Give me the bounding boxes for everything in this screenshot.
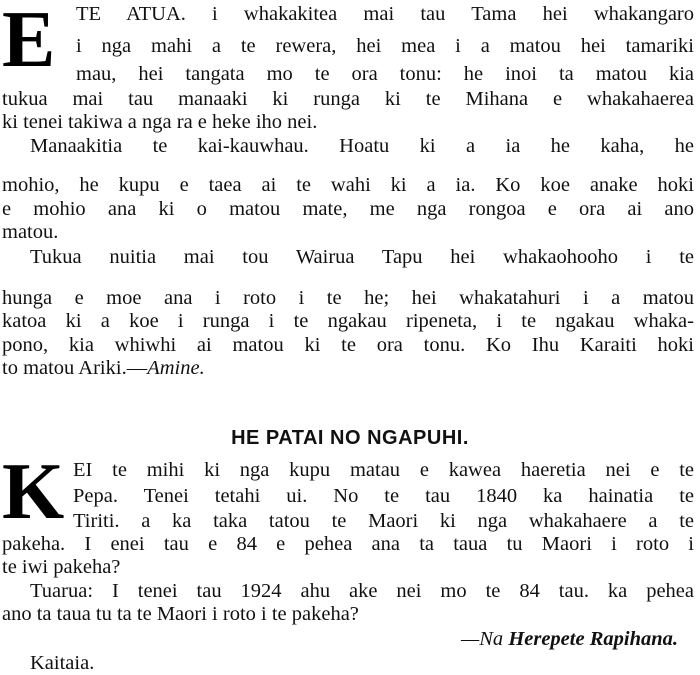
article-line: pakeha. I enei tau e 84 e pehea ana ta taua tu Maori i roto i xyxy=(2,533,694,555)
prayer-line: i nga mahi a te rewera, hei mea i a matou hei tamariki xyxy=(76,35,694,57)
signature-name: Herepete Rapihana. xyxy=(508,628,678,650)
signature xyxy=(461,627,678,651)
prayer-closing xyxy=(2,356,694,380)
prayer-line: tukua mai tau manaaki ki runga ki te Mihana e whakahaerea xyxy=(2,88,694,110)
prayer-line: Manaakitia te kai-kauwhau. Hoatu ki a ia he kaha, he xyxy=(30,135,694,157)
article-line: Tiriti. a ka taka tatou te Maori ki nga whakahaere a te xyxy=(73,510,694,532)
prayer-line: Tukua nuitia mai tou Wairua Tapu hei whakaohooho i te xyxy=(30,246,694,268)
prayer-line: e mohio ana ki o matou mate, me nga rongoa e ora ai ano xyxy=(2,198,694,220)
prayer-line: to matou Ariki.— xyxy=(2,357,148,379)
place-name: Kaitaia. xyxy=(30,652,95,674)
article-line: te iwi pakeha? xyxy=(2,556,121,578)
article-line: Pepa. Tenei tetahi ui. No te tau 1840 ka hainatia te xyxy=(73,485,694,507)
article-line: Tuarua: I tenei tau 1924 ahu ake nei mo te 84 tau. ka pehea xyxy=(30,580,694,602)
prayer-line: matou. xyxy=(2,221,59,243)
prayer-line: hunga e moe ana i roto i te he; hei whakatahuri i a matou xyxy=(2,287,694,309)
article-line: EI te mihi ki nga kupu matau e kawea haeretia nei e te xyxy=(73,459,694,481)
prayer-line: katoa ki a koe i runga i te ngakau ripeneta, i te ngakau whaka- xyxy=(2,310,694,332)
prayer-dropcap: E xyxy=(2,0,56,84)
prayer-line: ki tenei takiwa a nga ra e heke iho nei. xyxy=(2,111,318,133)
prayer-line: pono, kia whiwhi ai matou ki te ora tonu. Ko Ihu Karaiti hoki xyxy=(2,334,694,356)
prayer-line: mohio, he kupu e taea ai te wahi ki a ia. Ko koe anake hoki xyxy=(2,174,694,196)
signature-prefix: —Na xyxy=(461,628,509,650)
article-line: ano ta taua tu ta te Maori i roto i te pakeha? xyxy=(2,603,359,625)
amine-text: Amine. xyxy=(147,357,205,379)
prayer-line: mau, hei tangata mo te ora tonu: he inoi ta matou kia xyxy=(76,63,694,85)
article-heading: HE PATAI NO NGAPUHI. xyxy=(231,427,469,449)
article-dropcap: K xyxy=(2,448,65,536)
prayer-line: TE ATUA. i whakakitea mai tau Tama hei whakangaro xyxy=(76,3,694,25)
